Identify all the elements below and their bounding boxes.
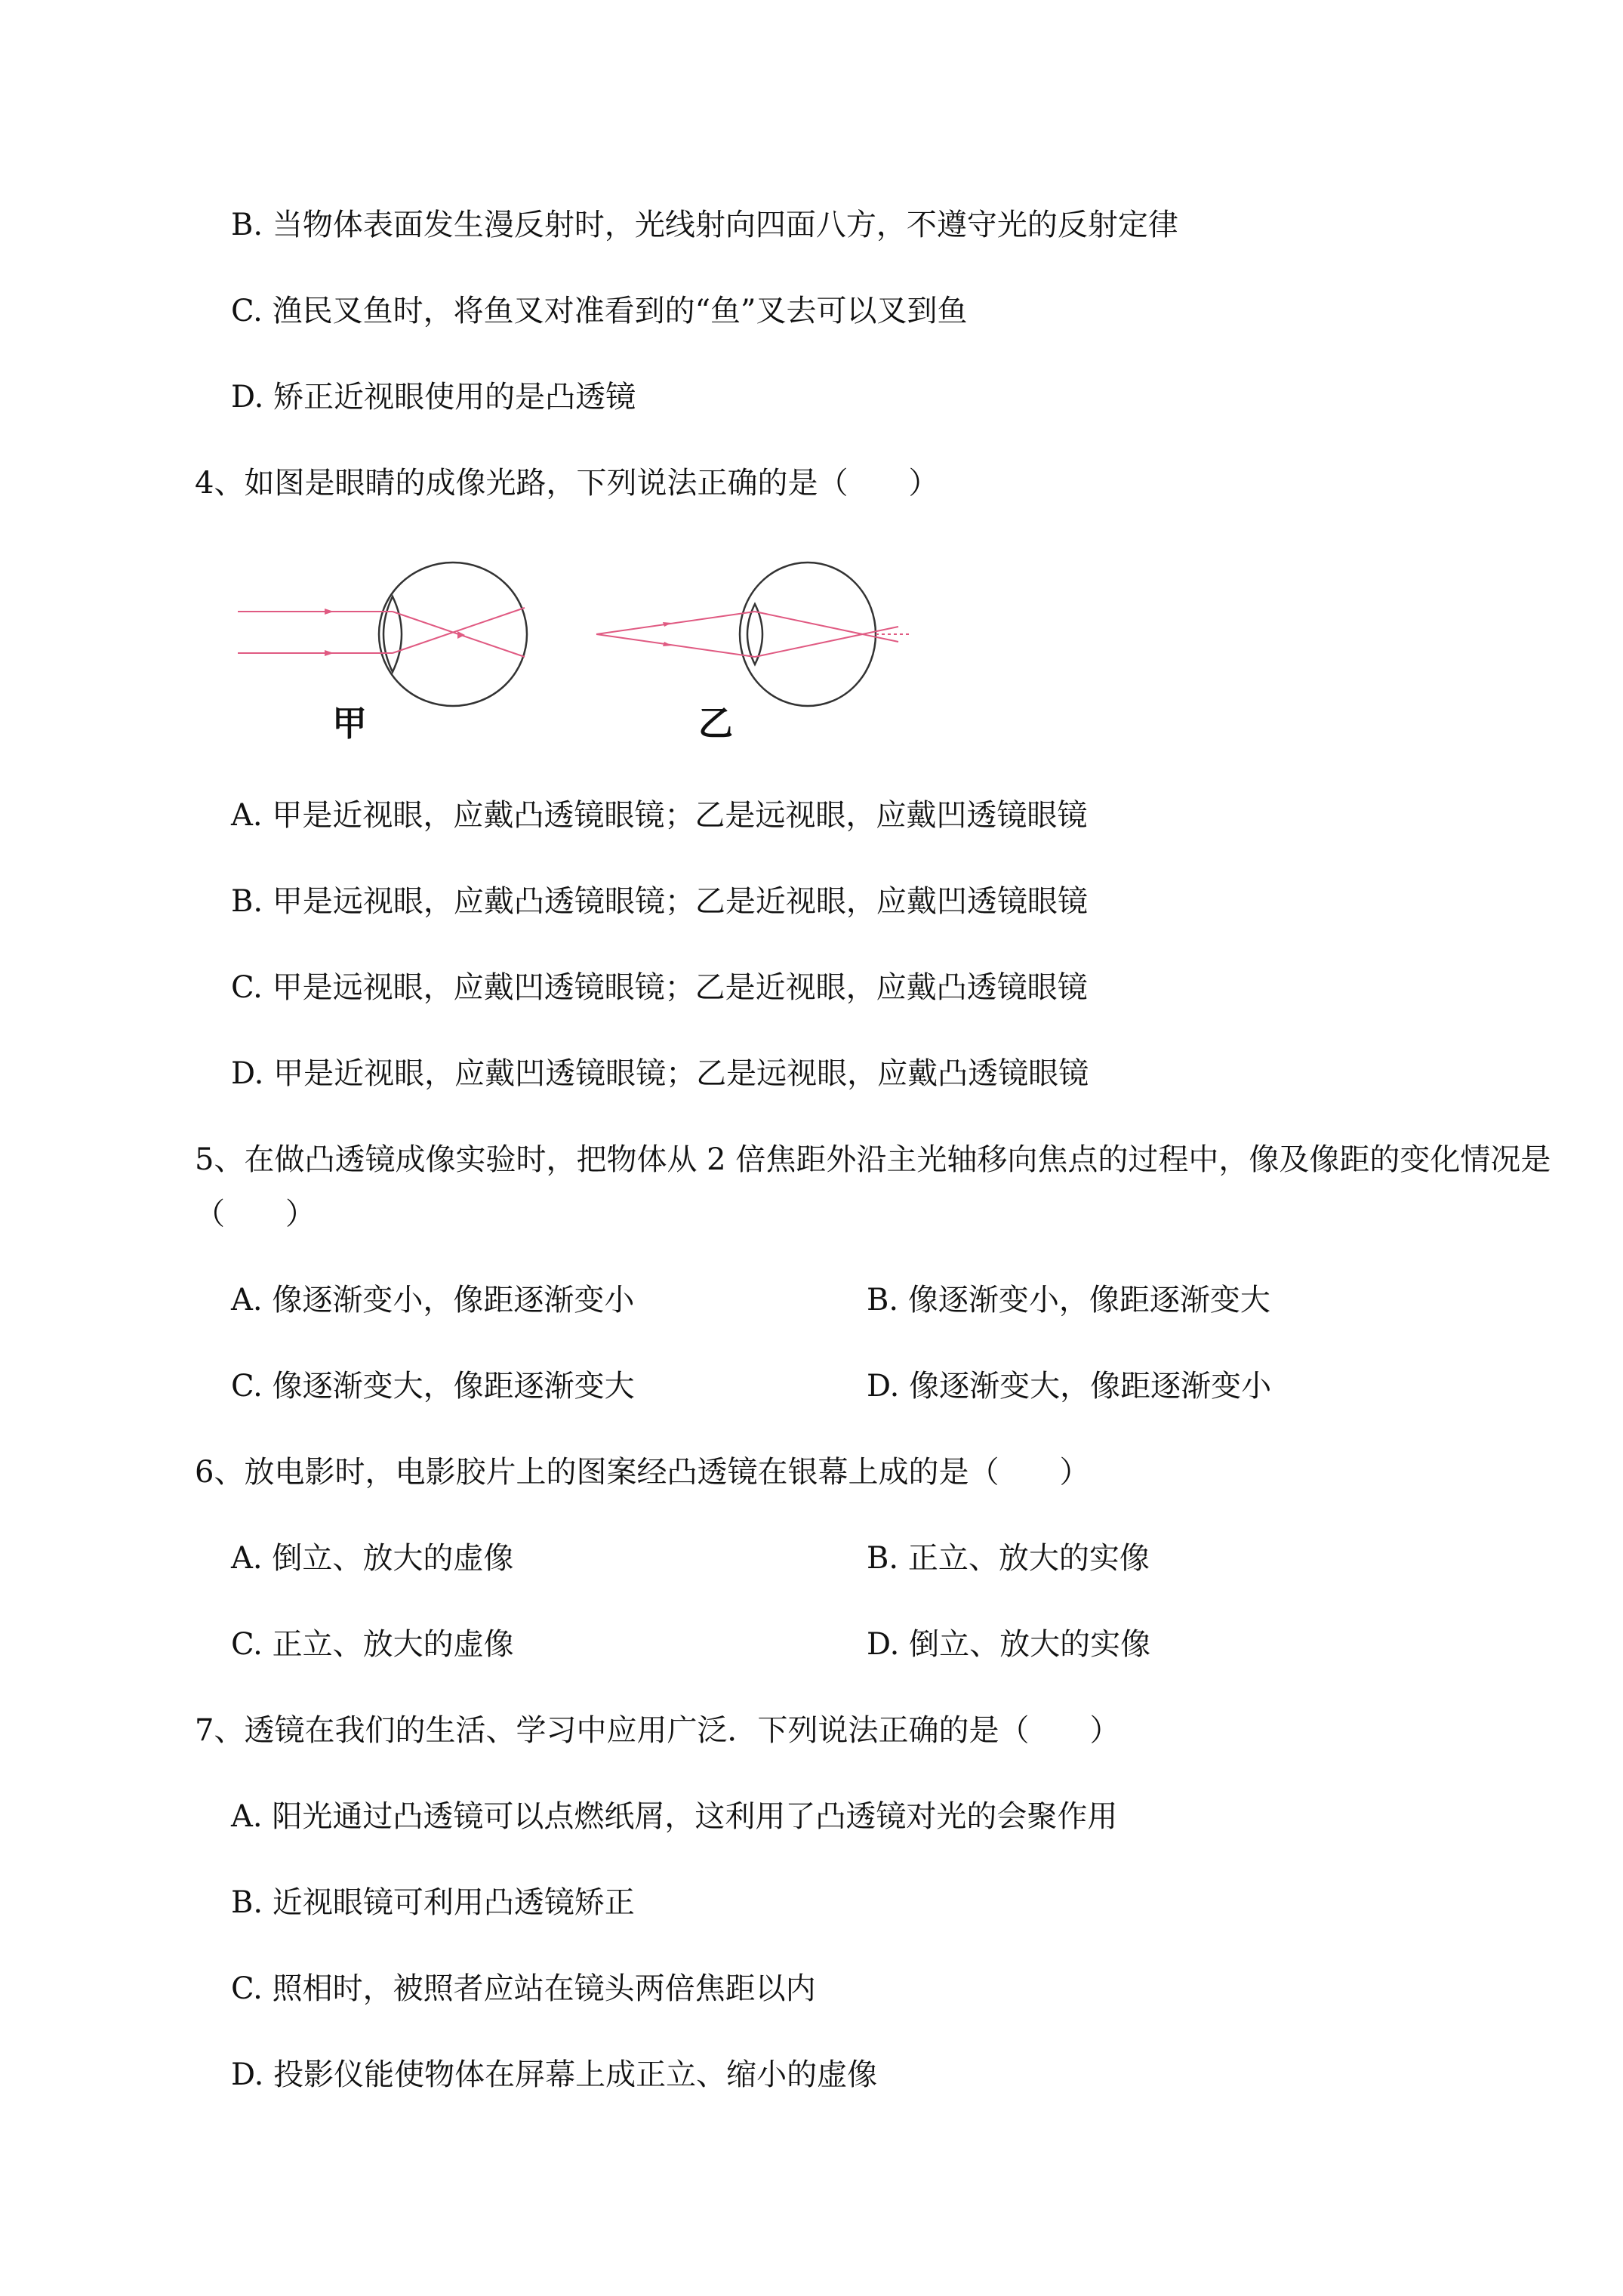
q5-option-a: A. 像逐渐变小，像距逐渐变小 [231,1283,635,1318]
q6-option-c: C. 正立、放大的虚像 [231,1627,514,1662]
q4-option-b: B. 甲是远视眼，应戴凸透镜眼镜；乙是近视眼，应戴凹透镜眼镜 [231,884,1088,919]
ray-yi-bottom-in [596,634,755,657]
q7-option-c: C. 照相时，被照者应站在镜头两倍焦距以内 [231,1971,816,2006]
arrow-yi-1 [663,622,672,627]
q6-option-a: A. 倒立、放大的虚像 [231,1541,514,1576]
q4-option-d: D. 甲是近视眼，应戴凹透镜眼镜；乙是远视眼，应戴凸透镜眼镜 [231,1056,1089,1091]
q7-option-d: D. 投影仪能使物体在屏幕上成正立、缩小的虚像 [231,2057,878,2092]
figure-label-yi: 乙 [698,703,733,744]
q5-option-b: B. 像逐渐变小，像距逐渐变大 [867,1283,1270,1318]
q5-option-c: C. 像逐渐变大，像距逐渐变大 [231,1369,635,1404]
eye-diagram-yi [596,562,910,706]
q7-option-a: A. 阳光通过凸透镜可以点燃纸屑，这利用了凸透镜对光的会聚作用 [231,1799,1118,1834]
q7-option-b: B. 近视眼镜可利用凸透镜矫正 [231,1885,635,1920]
ray-jia-bottom-out [393,608,525,653]
q5-stem-line2: （ ） [195,1197,316,1231]
ray-yi-top-out [755,612,898,642]
arrow-jia-3 [457,631,465,639]
q5-stem-line1: 5、在做凸透镜成像实验时，把物体从 2 倍焦距外沿主光轴移向焦点的过程中，像及像距的变化情况是 [195,1142,1551,1177]
ray-yi-bottom-out [755,627,898,657]
lens-jia [383,596,402,672]
q4-stem: 4、如图是眼睛的成像光路，下列说法正确的是（ ） [195,466,939,501]
q5-option-d: D. 像逐渐变大，像距逐渐变小 [867,1369,1272,1404]
figure-label-jia: 甲 [332,703,367,744]
q6-option-b: B. 正立、放大的实像 [867,1541,1150,1576]
q4-option-c: C. 甲是远视眼，应戴凹透镜眼镜；乙是近视眼，应戴凸透镜眼镜 [231,970,1088,1005]
eye-diagram-jia [238,562,527,706]
q6-stem: 6、放电影时，电影胶片上的图案经凸透镜在银幕上成的是（ ） [195,1455,1090,1490]
q6-option-d: D. 倒立、放大的实像 [867,1627,1151,1662]
arrow-jia-2 [325,650,334,656]
q3-option-c: C. 渔民叉鱼时，将鱼叉对准看到的“鱼”叉去可以叉到鱼 [231,294,968,328]
arrow-jia-1 [325,609,334,615]
ray-yi-top-in [596,612,755,634]
q3-option-d: D. 矫正近视眼使用的是凸透镜 [231,380,636,415]
eye-diagram-figure [226,559,936,747]
arrow-yi-2 [663,642,672,646]
q7-stem: 7、透镜在我们的生活、学习中应用广泛．下列说法正确的是（ ） [195,1713,1120,1748]
q4-option-a: A. 甲是近视眼，应戴凸透镜眼镜；乙是远视眼，应戴凹透镜眼镜 [231,798,1088,833]
q3-option-b: B. 当物体表面发生漫反射时，光线射向四面八方，不遵守光的反射定律 [231,208,1178,242]
